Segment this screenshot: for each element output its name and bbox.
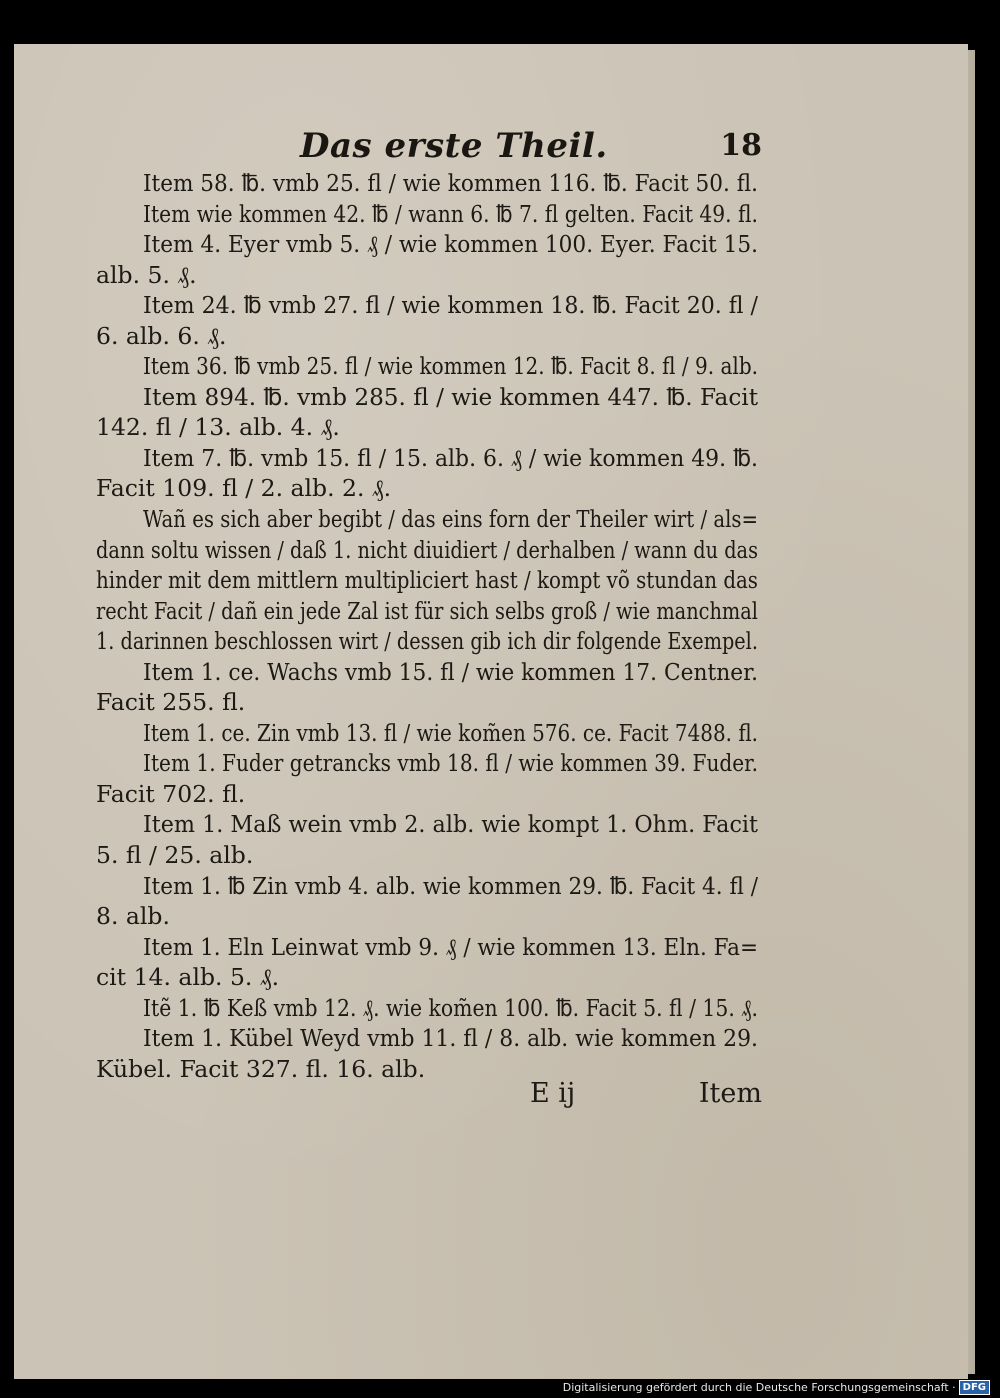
text-line: Itẽ 1. ℔ Keß vmb 12. ₰. wie kom̃en 100. ℔. Facit 5. fl / 15. ₰.: [143, 993, 758, 1022]
credit-text: Digitalisierung gefördert durch die Deutsche Forschungsgemeinschaft ·: [562, 1380, 956, 1394]
text-line: Item 1. Eln Leinwat vmb 9. ₰ / wie kommen 13. Eln. Fa=: [143, 932, 758, 961]
page-number: 18: [720, 128, 762, 163]
text-line: 5. fl / 25. alb.: [96, 841, 254, 870]
text-line: Wañ es sich aber begibt / das eins forn der Theiler wirt / als=: [143, 505, 758, 534]
signature-mark: E ij: [530, 1078, 576, 1109]
running-head: Das erste Theil.: [300, 126, 608, 166]
text-line: Facit 702. fl.: [96, 779, 246, 808]
text-line: Item 36. ℔ vmb 25. fl / wie kommen 12. ℔. Facit 8. fl / 9. alb.: [143, 352, 758, 381]
text-line: Item wie kommen 42. ℔ / wann 6. ℔ 7. fl gelten. Facit 49. fl.: [143, 199, 758, 228]
text-line: 6. alb. 6. ₰.: [96, 321, 227, 350]
text-line: Item 58. ℔. vmb 25. fl / wie kommen 116. ℔. Facit 50. fl.: [143, 169, 758, 197]
text-line: Item 1. Maß wein vmb 2. alb. wie kompt 1. Ohm. Facit: [143, 810, 758, 839]
digitization-credit: [563, 1379, 990, 1395]
text-line: hinder mit dem mittlern multipliciert hast / kompt võ stundan das: [96, 566, 758, 595]
text-line: recht Facit / dañ ein jede Zal ist für sich selbs groß / wie manchmal: [96, 596, 758, 625]
text-line: Item 894. ℔. vmb 285. fl / wie kommen 447. ℔. Facit: [143, 382, 758, 411]
text-line: 8. alb.: [96, 902, 170, 931]
text-line: Item 24. ℔ vmb 27. fl / wie kommen 18. ℔. Facit 20. fl /: [143, 291, 758, 320]
text-line: Facit 255. fl.: [96, 688, 246, 717]
text-line: Item 7. ℔. vmb 15. fl / 15. alb. 6. ₰ / wie kommen 49. ℔.: [143, 443, 758, 472]
text-line: dann soltu wissen / daß 1. nicht diuidiert / derhalben / wann du das: [96, 535, 758, 564]
catchline: [530, 1078, 762, 1118]
catchword: Item: [698, 1078, 762, 1109]
text-line: Facit 109. fl / 2. alb. 2. ₰.: [96, 474, 392, 503]
text-line: Item 1. Fuder getrancks vmb 18. fl / wie kommen 39. Fuder.: [143, 749, 758, 778]
text-line: alb. 5. ₰.: [96, 260, 197, 289]
text-line: Item 1. ce. Zin vmb 13. fl / wie kom̃en 576. ce. Facit 7488. fl.: [143, 718, 758, 747]
text-line: Kübel. Facit 327. fl. 16. alb.: [96, 1054, 426, 1083]
text-line: Item 1. ce. Wachs vmb 15. fl / wie kommen 17. Centner.: [143, 657, 758, 686]
text-line: Item 1. Kübel Weyd vmb 11. fl / 8. alb. wie kommen 29.: [143, 1024, 758, 1053]
text-line: Item 4. Eyer vmb 5. ₰ / wie kommen 100. Eyer. Facit 15.: [143, 230, 758, 259]
text-line: 142. fl / 13. alb. 4. ₰.: [96, 413, 340, 442]
body-text: [96, 168, 758, 1084]
dfg-logo: DFG: [959, 1380, 990, 1395]
text-line: cit 14. alb. 5. ₰.: [96, 963, 280, 992]
text-line: 1. darinnen beschlossen wirt / dessen gib ich dir folgende Exempel.: [96, 627, 758, 656]
text-line: Item 1. ℔ Zin vmb 4. alb. wie kommen 29. ℔. Facit 4. fl /: [143, 871, 758, 900]
